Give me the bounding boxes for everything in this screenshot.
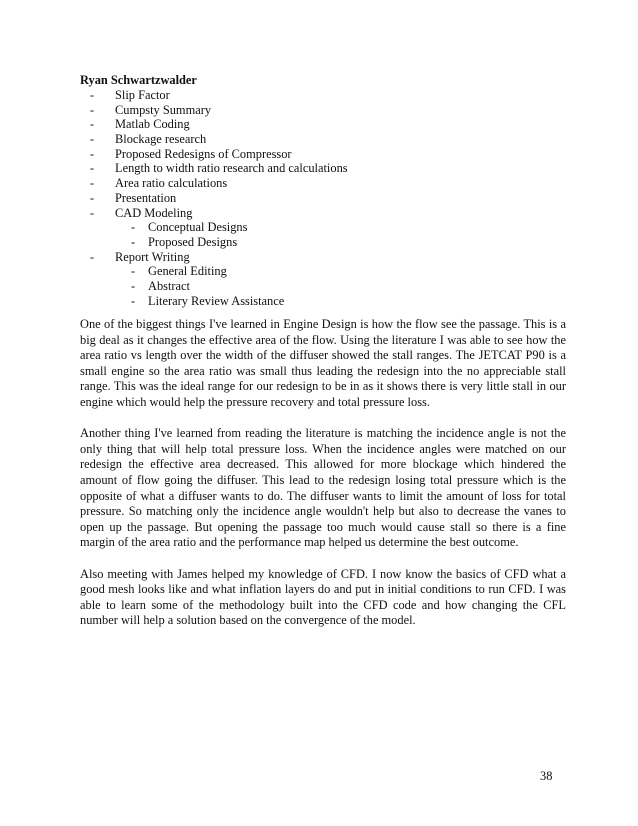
- body-text: [80, 317, 566, 644]
- task-label: Cumpsty Summary: [115, 102, 212, 117]
- list-dash: -: [90, 88, 95, 102]
- paragraph-line: One of the biggest things I've learned in Engine Design is how the flow see the passage. This is a: [80, 317, 566, 331]
- list-dash: -: [90, 146, 95, 161]
- list-dash: -: [131, 264, 136, 279]
- paragraph-line: big deal as it changes the effective area of the flow. Using the literature I was able to see how the: [80, 332, 566, 347]
- task-label: Report Writing: [115, 249, 190, 264]
- list-dash: -: [131, 220, 136, 235]
- paragraph-line: engine which would help the pressure recovery and total pressure loss.: [80, 394, 430, 409]
- task-label: Slip Factor: [115, 88, 170, 102]
- task-label: Length to width ratio research and calculations: [115, 161, 348, 176]
- paragraph: [80, 426, 566, 551]
- paragraph-line: pressure. So matching only the incidence angle wouldn't help but also to decrease the vanes to: [80, 504, 566, 519]
- paragraph-line: only thing that will help total pressure loss. When the incidence angles were matched on our: [80, 441, 566, 456]
- task-label: Proposed Designs: [148, 234, 238, 249]
- task-label: Presentation: [115, 190, 177, 205]
- list-dash: -: [90, 102, 95, 117]
- paragraph-line: Another thing I've learned from reading the literature is matching the incidence angle is not the: [80, 426, 566, 441]
- list-dash: -: [90, 249, 95, 264]
- list-dash: -: [131, 234, 136, 249]
- paragraph-line: Also meeting with James helped my knowledge of CFD. I now know the basics of CFD what a: [80, 566, 566, 581]
- paragraph-line: redesign the effective area decreased. This allowed for more blockage which hindered the: [80, 457, 566, 472]
- list-dash: -: [131, 278, 136, 293]
- task-label: Matlab Coding: [115, 117, 190, 132]
- task-label: Blockage research: [115, 132, 207, 147]
- list-dash: -: [90, 205, 95, 220]
- list-dash: -: [90, 132, 95, 147]
- paragraph-line: number will help a solution based on the convergence of the model.: [80, 613, 416, 628]
- paragraph-line: range. This was the ideal range for our redesign to be in as it shows there is very little stall in our: [80, 379, 566, 394]
- list-dash: -: [90, 190, 95, 205]
- page-number: 38: [540, 769, 553, 783]
- paragraph-line: open up the passage. But opening the passage too much would cause stall so there is a fine: [80, 519, 566, 534]
- paragraph: [80, 317, 566, 411]
- paragraph-line: able to learn some of the methodology built into the CFD code and how changing the CFL: [80, 597, 566, 612]
- task-label: Proposed Redesigns of Compressor: [115, 146, 292, 161]
- paragraph-line: area ratio vs length over the width of the diffuser showed the stall ranges. The JETCAT P90 is a: [80, 348, 566, 363]
- list-dash: -: [131, 293, 136, 308]
- paragraph-line: good mesh looks like and what inflation layers do and put in initial conditions to run CFD. I was: [80, 582, 566, 597]
- paragraph-line: amount of flow going the diffuser. This lead to the redesign losing total pressure which is the: [80, 472, 566, 487]
- list-dash: -: [90, 117, 95, 132]
- task-label: General Editing: [148, 264, 227, 279]
- task-label: Literary Review Assistance: [148, 293, 285, 308]
- task-label: Conceptual Designs: [148, 220, 248, 235]
- author-name: Ryan Schwartzwalder: [80, 73, 197, 87]
- task-label: CAD Modeling: [115, 205, 193, 220]
- list-dash: -: [90, 161, 95, 176]
- task-label: Abstract: [148, 278, 190, 293]
- paragraph-line: margin of the area ratio and the performance map helped us determine the best outcome.: [80, 535, 519, 550]
- paragraph: [80, 567, 566, 629]
- task-label: Area ratio calculations: [115, 176, 228, 191]
- list-dash: -: [90, 176, 95, 191]
- paragraph-line: small engine so the area ratio was small thus leading the redesign into the no appreciable stall: [80, 363, 566, 378]
- paragraph-line: opposite of what a diffuser wants to do. The diffuser wants to limit the amount of loss for total: [80, 488, 566, 503]
